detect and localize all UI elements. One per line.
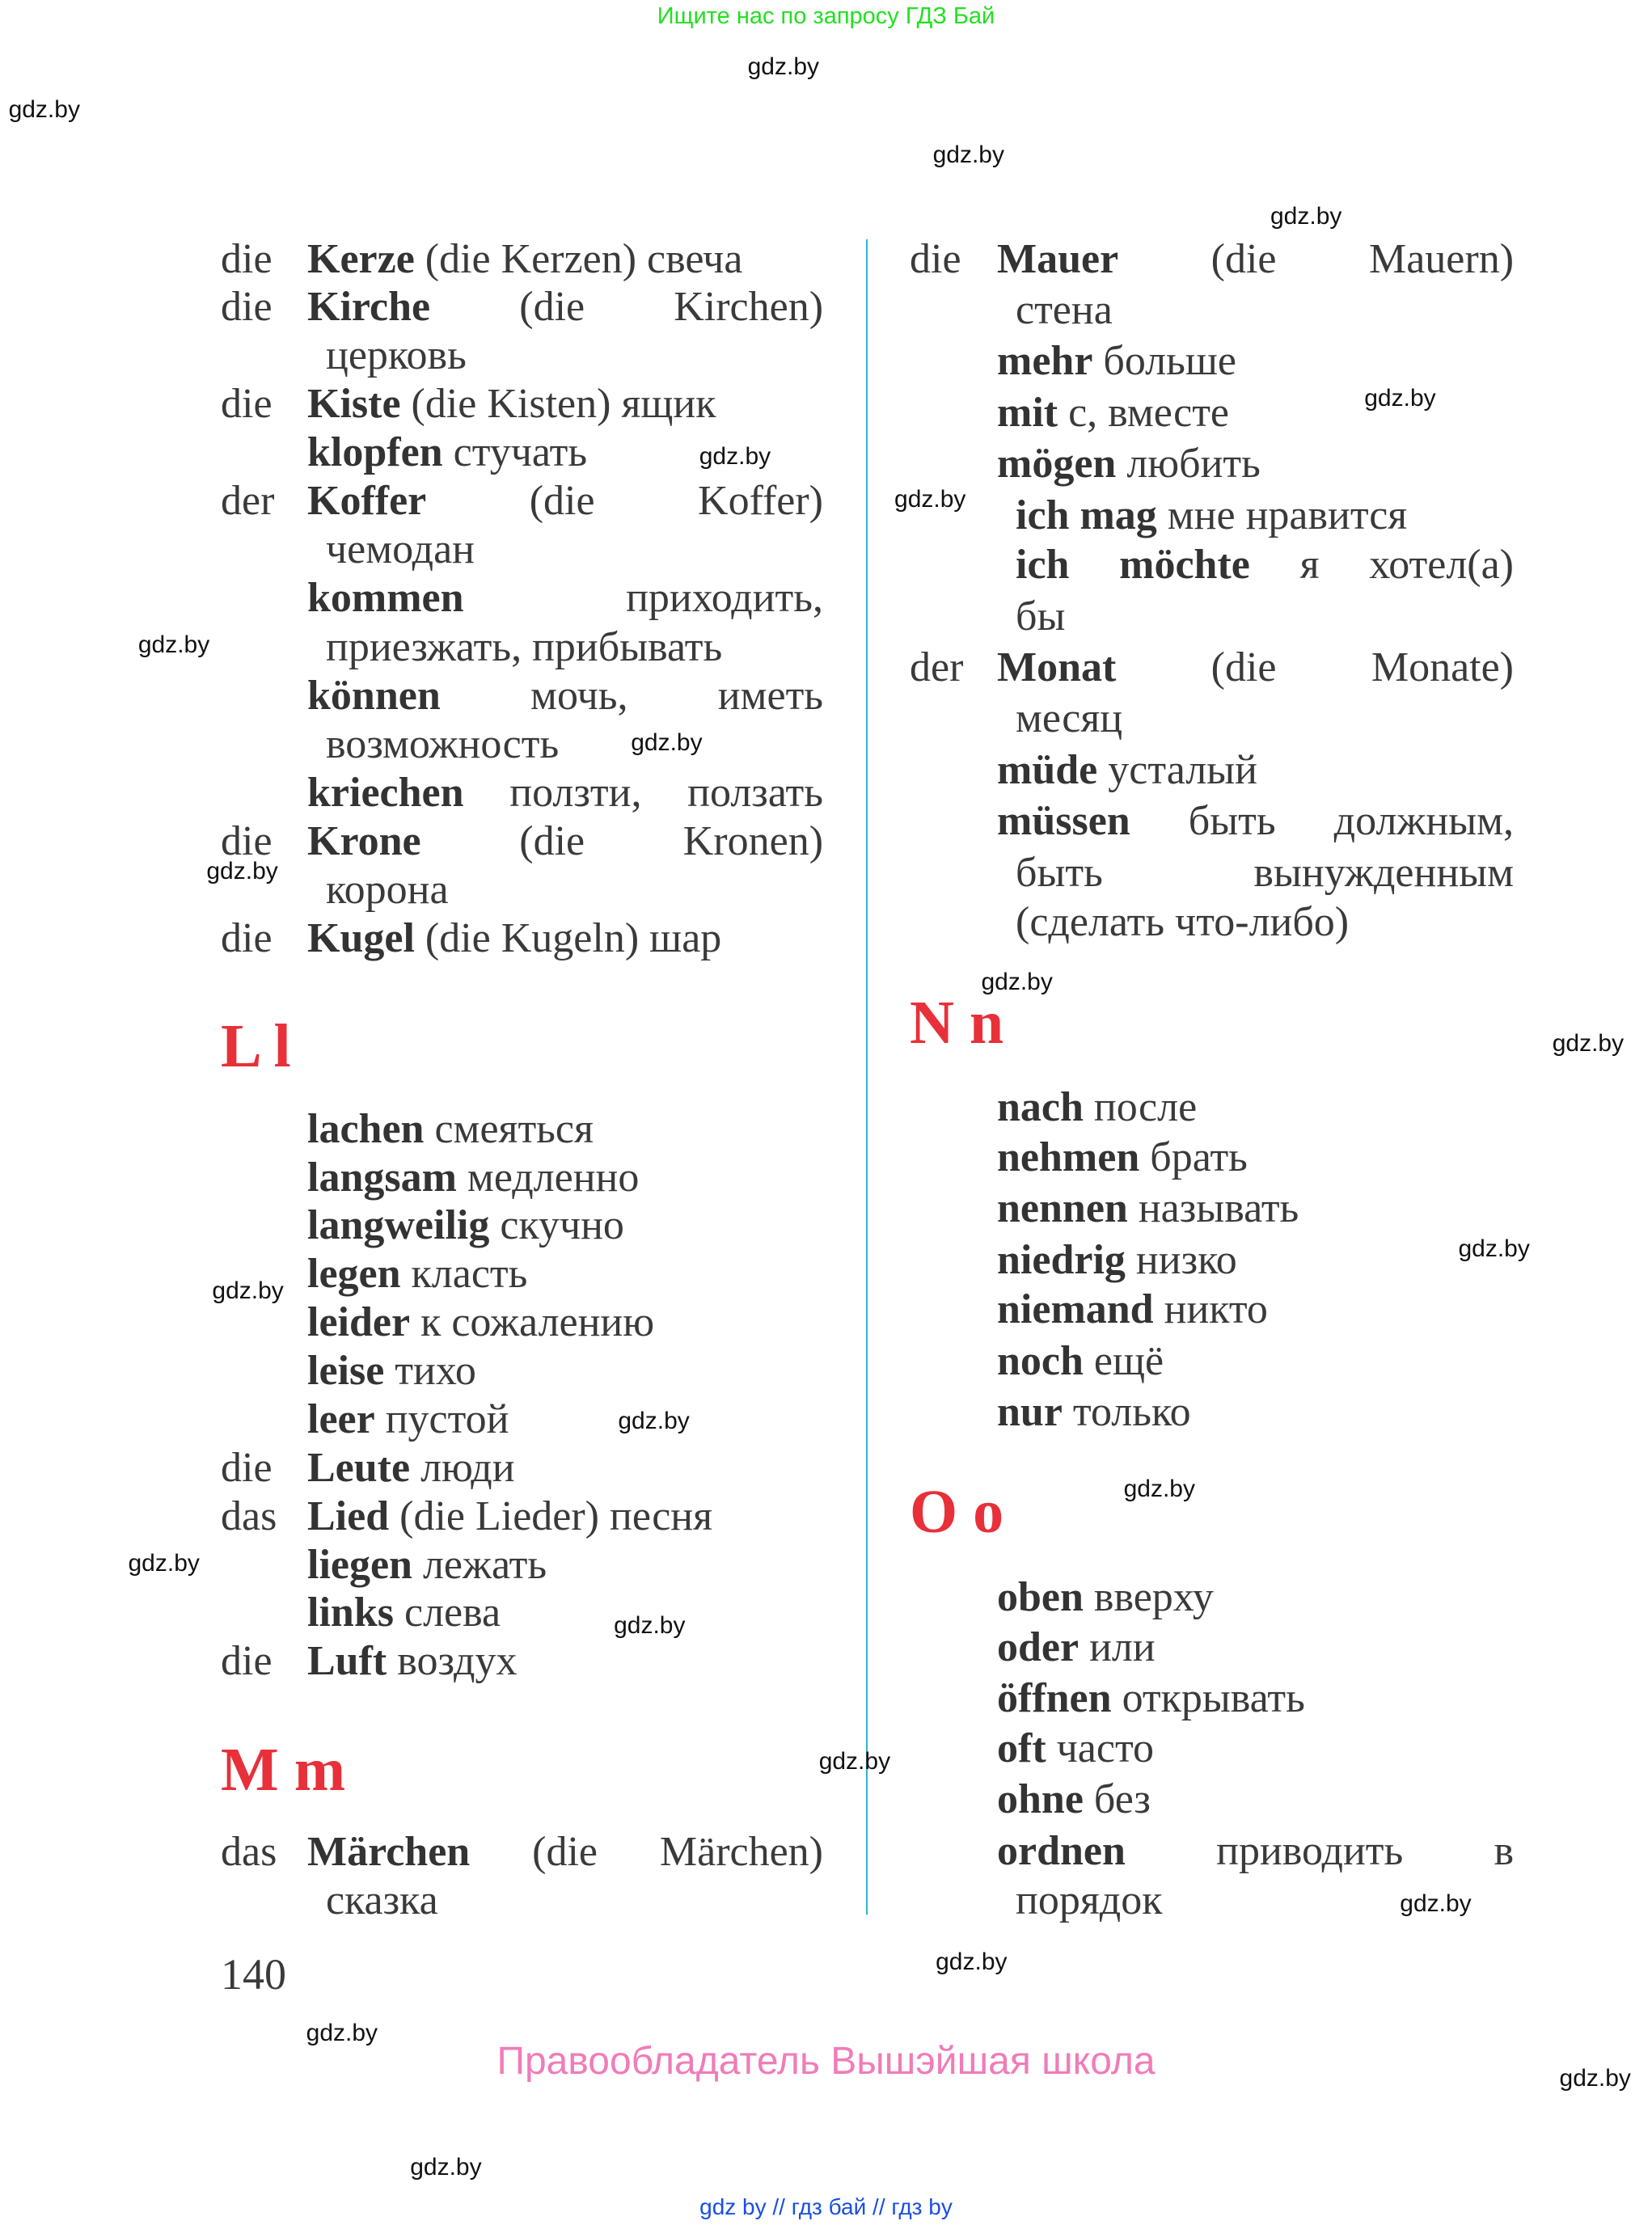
column-divider <box>866 239 868 1915</box>
watermark: gdz.by <box>894 486 966 513</box>
translation: люди <box>420 1444 515 1491</box>
headword: Krone <box>307 817 421 864</box>
dictionary-entry <box>997 1775 1151 1824</box>
translation: стучать <box>453 429 588 476</box>
translation: порядок <box>1016 1877 1163 1924</box>
translation: тихо <box>395 1348 476 1395</box>
translation: приезжать, прибывать <box>326 624 723 671</box>
translation: ползти, ползать <box>509 769 823 816</box>
dictionary-entry <box>997 1134 1248 1182</box>
watermark: gdz.by <box>212 1277 284 1305</box>
dictionary-entry <box>307 1347 476 1395</box>
translation: чемодан <box>326 526 475 572</box>
translation: приходить, <box>626 574 823 621</box>
headword: niemand <box>997 1286 1154 1333</box>
headword: Luft <box>307 1638 387 1685</box>
translation: брать <box>1150 1134 1248 1180</box>
dictionary-entry <box>997 389 1229 437</box>
section-letter-heading: L l <box>221 1012 291 1081</box>
headword: Kiste <box>307 381 401 428</box>
headword: können <box>307 673 441 720</box>
translation: возможность <box>326 721 560 768</box>
headword: langsam <box>307 1154 457 1201</box>
dictionary-entry <box>997 1827 1514 1876</box>
translation: открывать <box>1122 1675 1305 1722</box>
translation: слева <box>403 1590 501 1636</box>
article: das <box>221 1829 277 1876</box>
translation: корона <box>326 866 449 913</box>
dictionary-entry <box>997 1573 1214 1622</box>
dictionary-entry <box>997 644 1514 692</box>
translation: скучно <box>500 1202 624 1249</box>
dictionary-entry <box>307 769 823 817</box>
watermark: gdz.by <box>1270 202 1342 230</box>
headword: oben <box>997 1574 1084 1621</box>
translation: (die Lieder) песня <box>399 1492 713 1539</box>
dictionary-entry <box>997 797 1514 846</box>
headword: müssen <box>997 798 1130 845</box>
headword: legen <box>307 1251 401 1298</box>
watermark: gdz.by <box>1559 2065 1631 2092</box>
dictionary-entry <box>997 235 1514 284</box>
translation: вверху <box>1093 1574 1214 1621</box>
headword: ohne <box>997 1776 1084 1823</box>
dictionary-entry <box>997 1674 1305 1723</box>
dictionary-entry <box>997 1623 1156 1672</box>
translation-continuation <box>1016 849 1514 897</box>
watermark: gdz.by <box>818 1747 891 1775</box>
dictionary-entry <box>1016 492 1407 540</box>
watermark: gdz.by <box>206 857 278 885</box>
headword: noch <box>997 1337 1084 1384</box>
headword: oder <box>997 1623 1080 1670</box>
dictionary-entry <box>307 1154 639 1202</box>
translation: лежать <box>422 1541 547 1588</box>
headword: langweilig <box>307 1202 490 1249</box>
watermark: gdz.by <box>614 1612 686 1640</box>
rights-holder: Правообладатель Вышэйшая школа <box>496 2040 1156 2083</box>
watermark: gdz.by <box>699 443 771 471</box>
headword: Leute <box>307 1444 411 1491</box>
headword: Lied <box>307 1492 390 1539</box>
translation: (сделать что-либо) <box>1016 899 1350 946</box>
watermark: gdz.by <box>1458 1235 1530 1262</box>
translation: стена <box>1016 286 1113 333</box>
watermark: gdz.by <box>137 631 210 658</box>
translation: мочь, иметь <box>530 673 824 720</box>
translation-continuation <box>326 623 722 672</box>
dictionary-entry <box>997 1236 1237 1285</box>
dictionary-entry <box>307 1541 547 1590</box>
translation: быть вынужденным <box>1016 849 1514 896</box>
translation: быть должным, <box>1188 798 1514 845</box>
watermark: gdz.by <box>8 95 80 123</box>
dictionary-entry <box>307 574 823 623</box>
headword: oft <box>997 1725 1046 1771</box>
dictionary-entry <box>997 1725 1154 1773</box>
footer-links[interactable]: gdz by // гдз бай // гдз by <box>699 2194 953 2219</box>
headword: nur <box>997 1389 1063 1436</box>
dictionary-entry <box>997 440 1261 488</box>
translation-continuation <box>1016 286 1113 335</box>
translation: или <box>1089 1623 1156 1670</box>
article: die <box>221 817 273 864</box>
translation: (die Kirchen) <box>519 284 824 331</box>
headword: liegen <box>307 1541 412 1588</box>
headword: mehr <box>997 338 1093 385</box>
dictionary-entry <box>997 1083 1197 1132</box>
headword: Kirche <box>307 284 431 331</box>
translation-continuation <box>1016 593 1065 641</box>
watermark: gdz.by <box>306 2020 378 2046</box>
headword: mögen <box>997 441 1117 488</box>
headword: öffnen <box>997 1675 1112 1722</box>
headword: nehmen <box>997 1134 1140 1180</box>
section-letter-heading: N n <box>910 988 1004 1057</box>
headword: klopfen <box>307 429 443 476</box>
translation: называть <box>1138 1185 1299 1232</box>
translation: воздух <box>397 1638 518 1685</box>
dictionary-entry <box>997 1286 1268 1334</box>
translation-continuation <box>326 1877 438 1925</box>
translation: только <box>1072 1389 1191 1436</box>
dictionary-entry <box>1016 541 1514 589</box>
dictionary-entry <box>307 672 823 720</box>
article: die <box>221 381 273 428</box>
headword: ordnen <box>997 1827 1126 1874</box>
article: die <box>221 284 273 331</box>
dictionary-entry <box>307 914 721 963</box>
dictionary-entry <box>997 1184 1299 1233</box>
translation: усталый <box>1108 746 1257 793</box>
translation-continuation <box>326 720 559 769</box>
dictionary-entry <box>307 283 823 331</box>
translation: больше <box>1103 338 1236 385</box>
dictionary-entry <box>307 1828 823 1877</box>
translation: никто <box>1164 1286 1268 1333</box>
translation: медленно <box>467 1154 640 1201</box>
watermark: gdz.by <box>1364 385 1436 412</box>
watermark: gdz.by <box>981 969 1053 996</box>
headword: müde <box>997 746 1098 793</box>
translation: (die Kugeln) шар <box>425 914 722 961</box>
dictionary-entry <box>997 1388 1191 1437</box>
dictionary-entry <box>997 337 1236 386</box>
dictionary-entry <box>307 1589 501 1637</box>
headword: nennen <box>997 1185 1128 1232</box>
dictionary-entry <box>997 746 1257 795</box>
translation-continuation <box>326 526 475 574</box>
translation: (die Märchen) <box>532 1829 823 1876</box>
headword: Mauer <box>997 235 1119 282</box>
watermark: gdz.by <box>747 53 820 80</box>
translation: к сожалению <box>420 1299 655 1346</box>
headword: Koffer <box>307 477 427 524</box>
dictionary-entry <box>307 1250 527 1298</box>
headword: kriechen <box>307 769 464 816</box>
article: das <box>221 1492 277 1539</box>
translation-continuation <box>326 331 467 380</box>
headword: Kerze <box>307 235 415 282</box>
dictionary-entry <box>307 477 823 526</box>
headword: ich mag <box>1016 492 1157 538</box>
translation: приводить в <box>1216 1827 1514 1874</box>
dictionary-entry <box>307 1105 594 1154</box>
headword: links <box>307 1590 394 1636</box>
translation: пустой <box>385 1395 509 1442</box>
translation: месяц <box>1016 695 1123 742</box>
watermark: gdz.by <box>1552 1029 1625 1057</box>
translation: с, вместе <box>1068 389 1230 436</box>
page-number: 140 <box>221 1950 286 1999</box>
article: die <box>221 1444 273 1491</box>
translation: смеяться <box>434 1105 594 1152</box>
headword: leer <box>307 1395 375 1442</box>
translation: (die Monate) <box>1210 644 1514 690</box>
headword: Kugel <box>307 914 415 961</box>
headword: Märchen <box>307 1829 471 1876</box>
section-letter-heading: O o <box>910 1478 1004 1547</box>
watermark: gdz.by <box>1123 1476 1195 1503</box>
headword: ich möchte <box>1016 542 1250 589</box>
translation: любить <box>1126 441 1261 488</box>
dictionary-entry <box>307 1201 624 1250</box>
watermark: gdz.by <box>410 2153 482 2181</box>
translation-continuation <box>1016 898 1349 947</box>
watermark: gdz.by <box>128 1549 200 1577</box>
dictionary-entry <box>307 1395 509 1444</box>
translation: сказка <box>326 1877 438 1924</box>
headword: lachen <box>307 1105 425 1152</box>
watermark: gdz.by <box>631 729 703 757</box>
headword: niedrig <box>997 1236 1126 1283</box>
article: der <box>910 644 964 690</box>
watermark: gdz.by <box>932 141 1004 168</box>
section-letter-heading: M m <box>221 1736 346 1805</box>
translation: ещё <box>1093 1337 1164 1384</box>
translation: без <box>1093 1776 1151 1823</box>
watermark: gdz.by <box>936 1948 1008 1975</box>
translation: бы <box>1016 593 1066 640</box>
article: die <box>221 235 273 282</box>
dictionary-entry <box>307 1444 515 1492</box>
article: die <box>910 235 961 282</box>
translation: низко <box>1135 1236 1237 1283</box>
translation: (die Koffer) <box>529 477 823 524</box>
dictionary-entry <box>307 429 587 477</box>
translation: церковь <box>326 332 467 379</box>
search-banner: Ищите нас по запросу ГДЗ Бай <box>657 3 995 29</box>
translation: (die Mauern) <box>1210 235 1515 282</box>
translation: я хотел(а) <box>1299 542 1514 589</box>
translation-continuation <box>326 866 449 914</box>
translation: после <box>1093 1084 1198 1131</box>
translation: мне нравится <box>1167 492 1408 538</box>
watermark: gdz.by <box>618 1407 690 1434</box>
translation: (die Kisten) ящик <box>411 381 716 428</box>
headword: kommen <box>307 574 464 621</box>
translation-continuation <box>1016 1877 1162 1925</box>
article: die <box>221 914 273 961</box>
watermark: gdz.by <box>1400 1889 1472 1917</box>
translation: часто <box>1056 1725 1154 1771</box>
headword: Monat <box>997 644 1117 690</box>
article: der <box>221 477 275 524</box>
dictionary-entry <box>307 235 742 284</box>
translation: класть <box>411 1251 528 1298</box>
translation: (die Kerzen) свеча <box>425 235 743 282</box>
article: die <box>221 1638 273 1685</box>
headword: mit <box>997 389 1058 436</box>
dictionary-entry <box>997 1337 1164 1386</box>
headword: leider <box>307 1299 411 1346</box>
dictionary-entry <box>307 1492 712 1541</box>
headword: nach <box>997 1084 1084 1131</box>
headword: leise <box>307 1348 385 1395</box>
dictionary-entry <box>307 380 716 429</box>
dictionary-entry <box>307 1637 518 1686</box>
dictionary-entry <box>307 1298 654 1347</box>
translation: (die Kronen) <box>519 817 824 864</box>
dictionary-entry <box>307 817 823 866</box>
translation-continuation <box>1016 695 1122 743</box>
